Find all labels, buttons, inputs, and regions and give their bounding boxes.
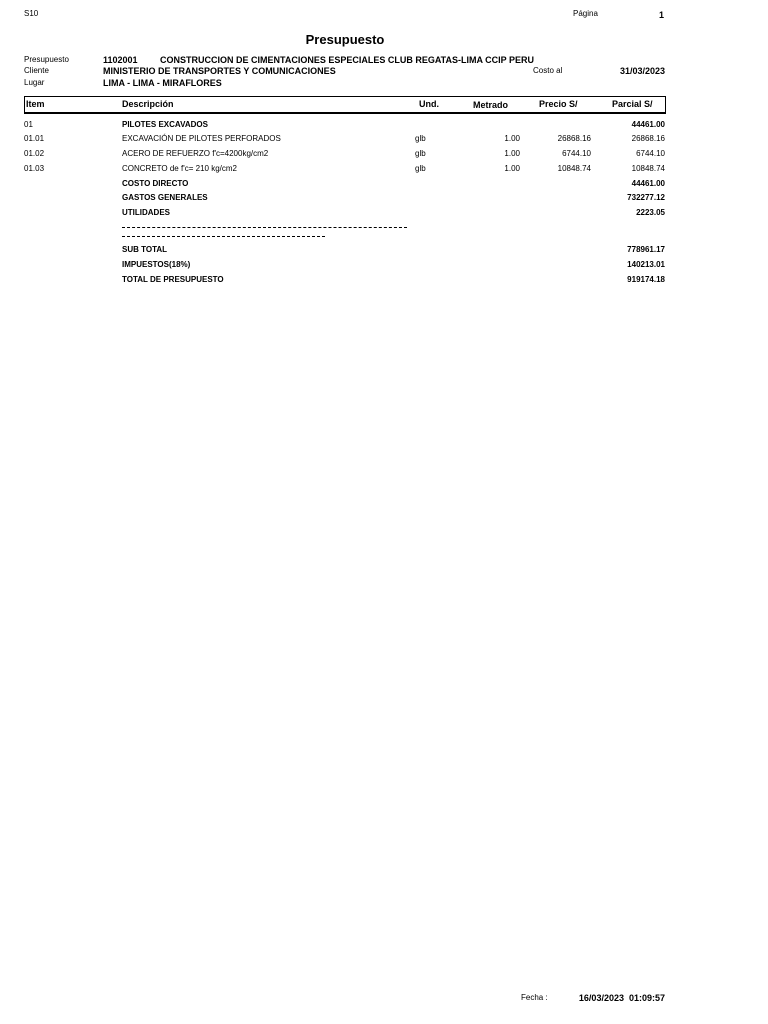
row-price: 26868.16 xyxy=(557,134,591,143)
row-partial: 6744.10 xyxy=(636,149,665,158)
row-unit: glb xyxy=(415,149,426,158)
col-item-header: Item xyxy=(26,99,45,109)
col-quantity-header: Metrado xyxy=(473,100,509,110)
costo-date: 31/03/2023 xyxy=(619,66,665,76)
total-label: TOTAL DE PRESUPUESTO xyxy=(122,275,224,284)
row-partial: 44461.00 xyxy=(631,120,665,129)
lugar-value: LIMA - LIMA - MIRAFLORES xyxy=(103,78,222,88)
costo-directo-label: COSTO DIRECTO xyxy=(122,179,189,188)
dashed-divider xyxy=(122,227,407,228)
cliente-label: Cliente xyxy=(24,66,49,75)
row-item: 01.01 xyxy=(24,134,45,143)
fecha-label: Fecha : xyxy=(521,993,548,1002)
utilidades-value: 2223.05 xyxy=(636,208,665,217)
gastos-generales-label: GASTOS GENERALES xyxy=(122,193,208,202)
impuestos-value: 140213.01 xyxy=(627,260,665,269)
costo-directo-value: 44461.00 xyxy=(631,179,665,188)
presupuesto-name: CONSTRUCCION DE CIMENTACIONES ESPECIALES CLUB REGATAS-LIMA CCIP PERU xyxy=(160,55,535,65)
row-description: EXCAVACIÓN DE PILOTES PERFORADOS xyxy=(122,134,281,143)
row-description: PILOTES EXCAVADOS xyxy=(122,120,208,129)
presupuesto-label: Presupuesto xyxy=(24,55,69,64)
row-item: 01.03 xyxy=(24,164,45,173)
presupuesto-code: 1102001 xyxy=(103,55,138,65)
subtotal-label: SUB TOTAL xyxy=(122,245,168,254)
row-partial: 26868.16 xyxy=(631,134,665,143)
system-code: S10 xyxy=(24,9,39,18)
row-quantity: 1.00 xyxy=(504,134,520,143)
row-unit: glb xyxy=(415,134,426,143)
row-quantity: 1.00 xyxy=(504,164,520,173)
document-title: Presupuesto xyxy=(305,32,385,47)
page-number: 1 xyxy=(658,10,664,20)
row-partial: 10848.74 xyxy=(631,164,665,173)
col-price-header: Precio S/ xyxy=(539,99,578,109)
row-description: CONCRETO de f'c= 210 kg/cm2 xyxy=(122,164,237,173)
impuestos-label: IMPUESTOS(18%) xyxy=(122,260,191,269)
total-value: 919174.18 xyxy=(627,275,665,284)
row-price: 6744.10 xyxy=(562,149,591,158)
subtotal-value: 778961.17 xyxy=(627,245,665,254)
col-unit-header: Und. xyxy=(419,99,439,109)
gastos-generales-value: 732277.12 xyxy=(627,193,665,202)
row-description: ACERO DE REFUERZO f'c=4200kg/cm2 xyxy=(122,149,269,158)
dashed-divider xyxy=(122,236,325,237)
utilidades-label: UTILIDADES xyxy=(122,208,170,217)
lugar-label: Lugar xyxy=(24,78,45,87)
row-item: 01 xyxy=(24,120,33,129)
row-quantity: 1.00 xyxy=(504,149,520,158)
row-unit: glb xyxy=(415,164,426,173)
costo-label: Costo al xyxy=(533,66,563,75)
fecha-value: 16/03/2023 01:09:57 xyxy=(578,993,665,1003)
cliente-value: MINISTERIO DE TRANSPORTES Y COMUNICACIONES xyxy=(103,66,336,76)
col-description-header: Descripción xyxy=(122,99,174,109)
row-item: 01.02 xyxy=(24,149,45,158)
col-partial-header: Parcial S/ xyxy=(612,99,653,109)
row-price: 10848.74 xyxy=(557,164,591,173)
page-label: Página xyxy=(573,9,598,18)
